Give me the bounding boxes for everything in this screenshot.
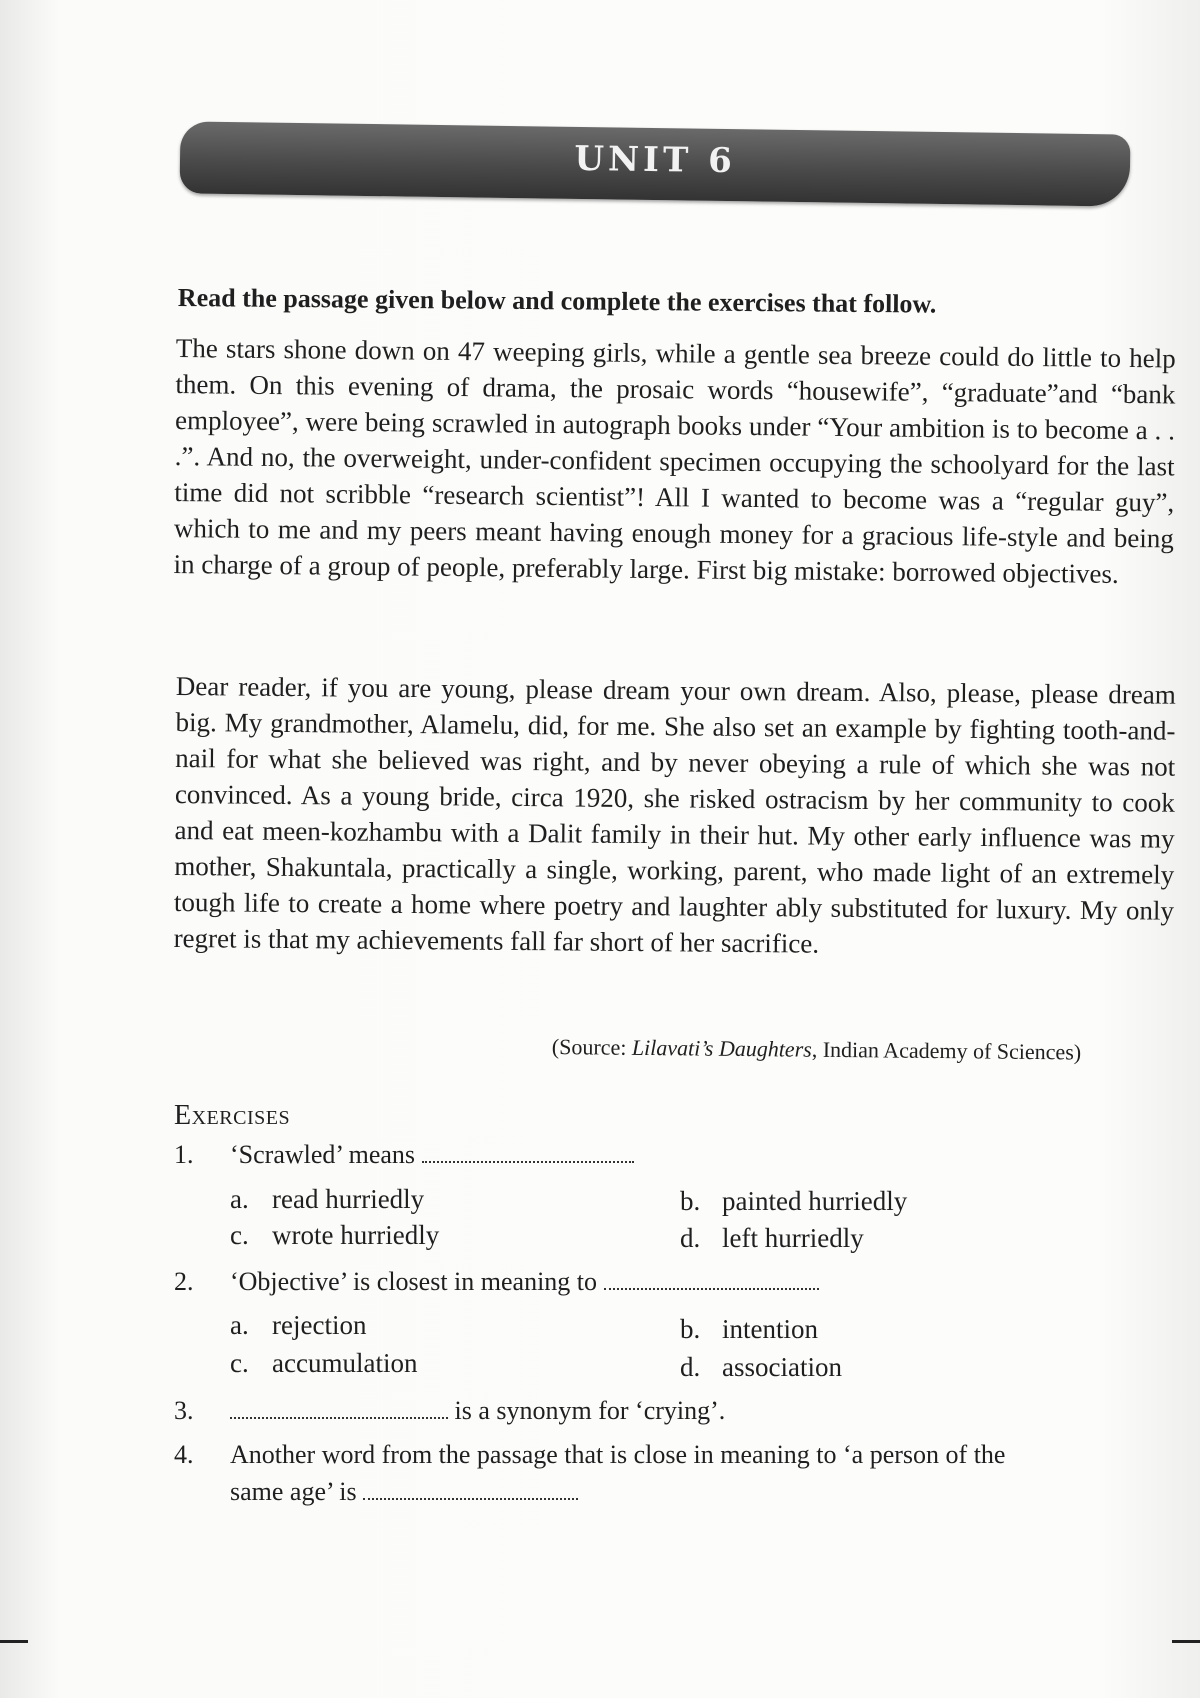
option-2a[interactable]: a. rejection [230,1310,367,1340]
source-suffix: , Indian Academy of Sciences) [811,1036,1082,1065]
unit-banner [180,121,1131,206]
source-prefix: (Source: [551,1034,633,1060]
option-2b[interactable]: b. intention [680,1314,818,1344]
option-1c[interactable]: c. wrote hurriedly [230,1220,440,1250]
question-number: 1. [174,1140,194,1169]
question-text: Another word from the passage that is close in meaning to ‘a person of the [230,1440,1006,1469]
page-edge-mark-right [1172,1640,1200,1643]
question-2 [174,1267,1174,1301]
option-2d[interactable]: d. association [680,1352,842,1382]
question-3 [174,1396,1174,1430]
question-text: ‘Scrawled’ means [230,1140,416,1169]
passage-paragraph-1: The stars shone down on 47 weeping girls, while a gentle sea breeze could do little to help them. On this evening of drama, the prosaic words “housewife”, “graduate”and “bank employee”, were being scrawled in autograph books under “Your ambition is to become a . . .”. And no, the overweight, under-confident specimen occupying the schoolyard for the last time did not scribble “research scientist”! All I wanted to become was a “regular guy”, which to me and my peers meant having enough money for a gracious life-style and being in charge of a group of people, preferably large. First big mistake: borrowed objectives. [173,332,1176,589]
question-text: ‘Objective’ is closest in meaning to [230,1267,598,1296]
option-2c[interactable]: c. accumulation [230,1348,418,1378]
question-4-line-2 [230,1477,1030,1511]
source-citation [552,1034,1162,1066]
page-edge-mark-left [0,1640,28,1643]
answer-blank[interactable] [604,1270,819,1290]
option-1d[interactable]: d. left hurriedly [680,1223,864,1253]
exercises-heading: Exercises [174,1100,291,1131]
answer-blank[interactable] [422,1143,634,1163]
option-1b[interactable]: b. painted hurriedly [680,1186,908,1216]
question-text-continued: same age’ is [230,1477,357,1506]
question-number: 4. [174,1440,194,1469]
question-number: 3. [174,1396,194,1425]
question-4 [174,1440,1174,1474]
question-text: is a synonym for ‘crying’. [454,1396,726,1425]
passage-paragraph-2: Dear reader, if you are young, please dream your own dream. Also, please, please dream big. My grandmother, Alamelu, did, for me. She also set an example by fighting tooth-and-nail for what she believed was right, and by never obeying a rule of which she was not convinced. As a young bride, circa 1920, she risked ostracism by her community to cook and eat meen-kozhambu with a Dalit family in their hut. My other early influence was my mother, Shakuntala, practically a single, working, parent, who made light of an extremely tough life to create a home where poetry and laughter ably substituted for luxury. My only regret is that my achievements fall far short of her sacrifice. [173,670,1176,959]
question-number: 2. [174,1267,194,1296]
question-1 [174,1140,1174,1174]
answer-blank[interactable] [363,1480,578,1500]
unit-title: UNIT 6 [574,138,737,182]
source-title: Lilavati’s Daughters [631,1034,812,1062]
instruction-heading: Read the passage given below and complete the exercises that follow. [177,283,937,319]
option-1a[interactable]: a. read hurriedly [230,1184,425,1214]
answer-blank[interactable] [230,1399,448,1419]
